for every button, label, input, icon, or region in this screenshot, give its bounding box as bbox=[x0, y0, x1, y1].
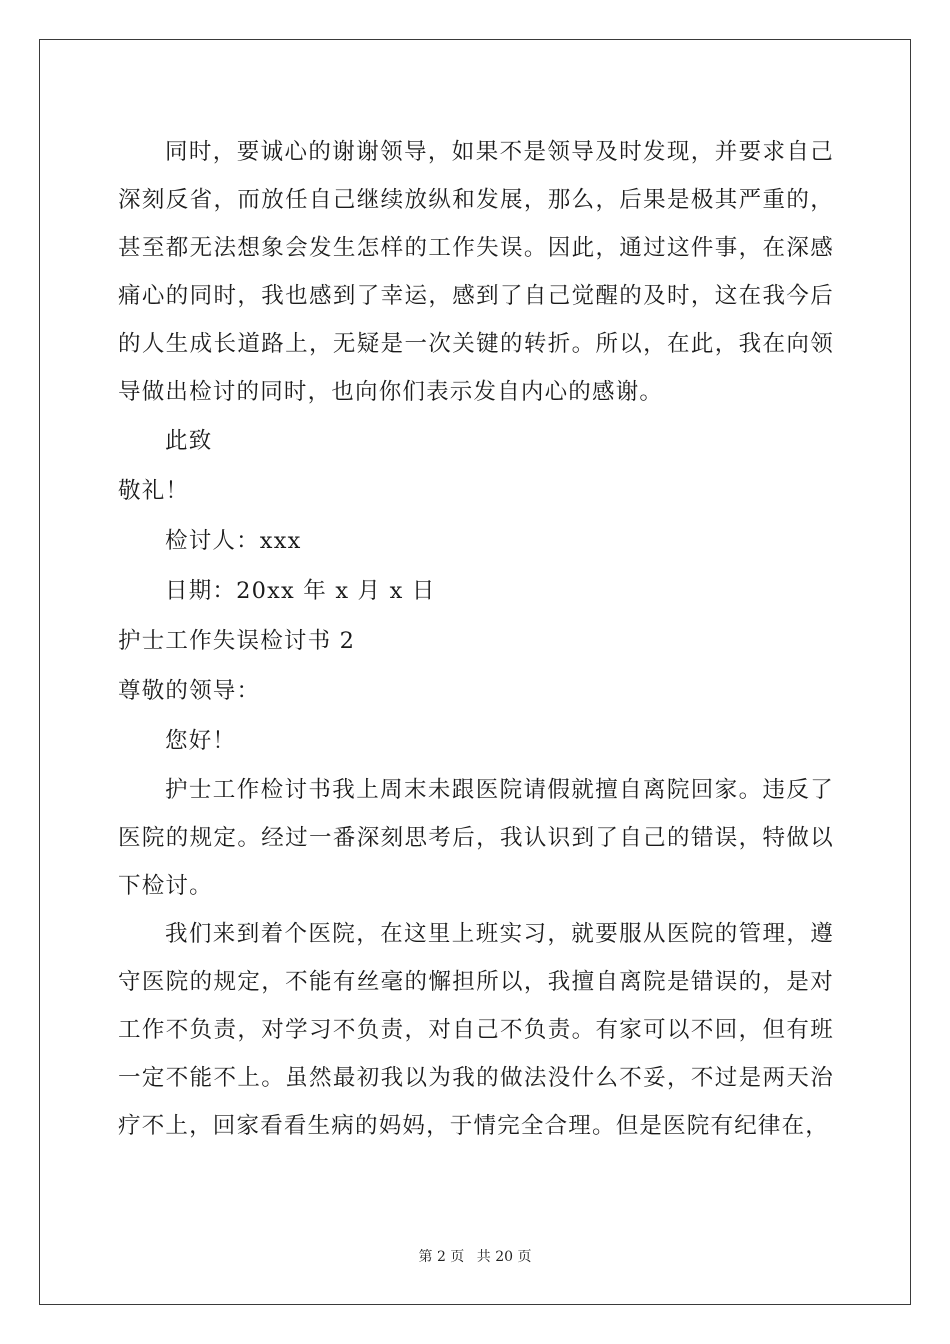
salutation-line: 尊敬的领导： bbox=[118, 678, 261, 704]
section-title: 护士工作失误检讨书 2 bbox=[118, 628, 356, 654]
greeting-line: 您好！ bbox=[165, 728, 237, 754]
paragraph-confession: 护士工作检讨书我上周末未跟医院请假就擅自离院回家。违反了医院的规定。经过一番深刻思考后，我认识到了自己的错误，特做以下检讨。 bbox=[118, 777, 834, 899]
paragraph-thanks: 同时，要诚心的谢谢领导，如果不是领导及时发现，并要求自己深刻反省，而放任自己继续放纵和发展，那么，后果是极其严重的，甚至都无法想象会发生怎样的工作失误。因此，通过这件事，在深感痛心的同时，我也感到了幸运，感到了自己觉醒的及时，这在我今后的人生成长道路上，无疑是一次关键的转折。所以，在此，我在向领导做出检讨的同时，也向你们表示发自内心的感谢。 bbox=[118, 139, 834, 405]
paragraph-reflection: 我们来到着个医院，在这里上班实习，就要服从医院的管理，遵守医院的规定，不能有丝毫的懈担所以，我擅自离院是错误的，是对工作不负责，对学习不负责，对自己不负责。有家可以不回，但有班一定不能不上。虽然最初我以为我的做法没什么不妥，不过是两天治疗不上，回家看看生病的妈妈，于情完全合理。但是医院有纪律在， bbox=[118, 921, 834, 1139]
document-body bbox=[118, 128, 834, 1150]
page-number: 第 2 页 bbox=[418, 1249, 465, 1265]
page-footer bbox=[0, 1246, 950, 1266]
closing-regards: 敬礼！ bbox=[118, 478, 190, 504]
signer-line: 检讨人：xxx bbox=[165, 528, 302, 554]
date-line: 日期：20xx 年 x 月 x 日 bbox=[165, 578, 436, 604]
closing-salutation: 此致 bbox=[165, 428, 213, 454]
page-total: 共 20 页 bbox=[476, 1249, 532, 1265]
